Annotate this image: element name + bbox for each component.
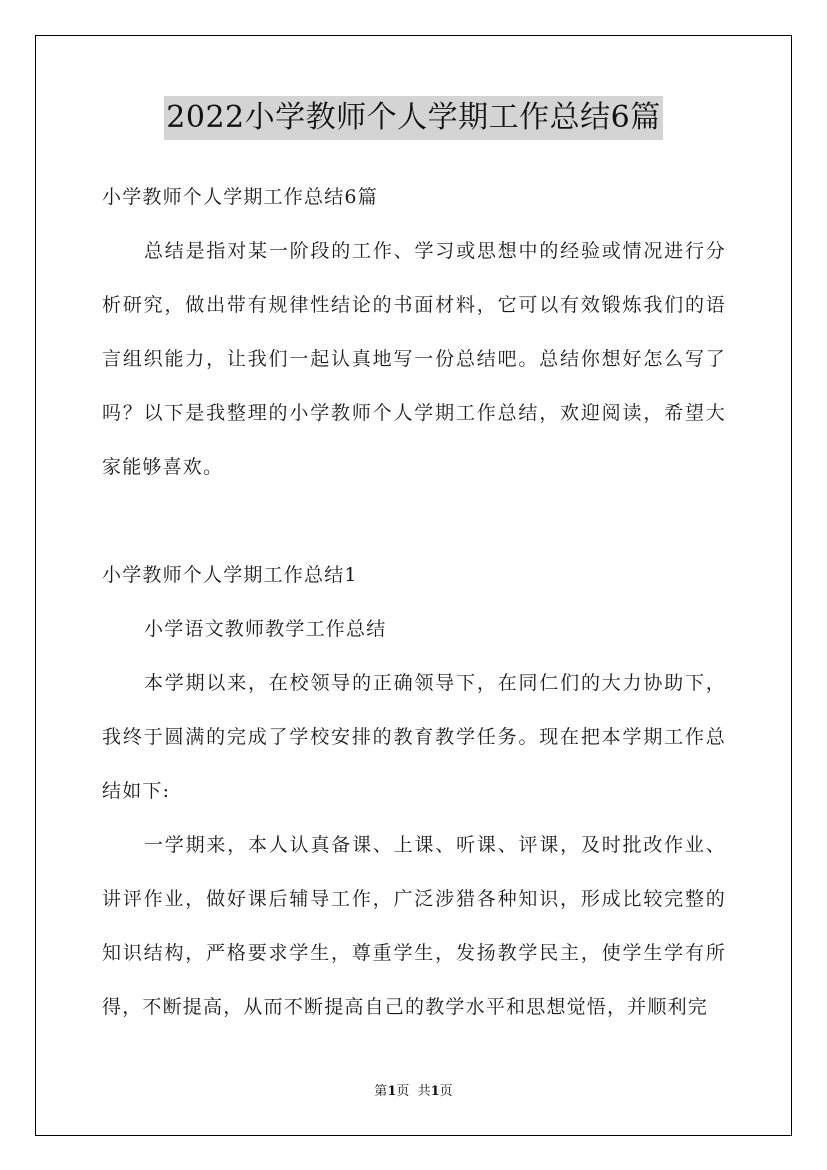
blank-line [102,494,726,548]
footer-prefix: 第 [374,1084,388,1099]
section1-heading: 小学教师个人学期工作总结1 [102,564,358,586]
section1-paragraph-1: 本学期以来，在校领导的正确领导下，在同仁们的大力协助下，我终于圆满的完成了学校安排的教育教学任务。现在把本学期工作总结如下: [102,672,726,802]
footer-page-number: 1 [387,1084,397,1099]
footer-mid: 页 共 [396,1084,431,1099]
section1-subheading: 小学语文教师教学工作总结 [144,618,387,640]
footer-total-pages: 1 [430,1084,440,1099]
page-footer [0,1083,827,1101]
title-container [0,96,827,140]
document-subtitle: 小学教师个人学期工作总结6篇 [102,186,378,208]
footer-suffix: 页 [439,1084,453,1099]
section1-paragraph-2: 一学期来，本人认真备课、上课、听课、评课，及时批改作业、讲评作业，做好课后辅导工作，广泛涉猎各种知识，形成比较完整的知识结构，严格要求学生，尊重学生，发扬教学民主，使学生学有所得，不断提高，从而不断提高自己的教学水平和思想觉悟，并顺利完 [102,834,726,1018]
intro-paragraph: 总结是指对某一阶段的工作、学习或思想中的经验或情况进行分析研究，做出带有规律性结论的书面材料，它可以有效锻炼我们的语言组织能力，让我们一起认真地写一份总结吧。总结你想好怎么写了吗？以下是我整理的小学教师个人学期工作总结，欢迎阅读，希望大家能够喜欢。 [102,240,726,478]
document-title: 2022小学教师个人学期工作总结6篇 [164,96,662,140]
document-body [102,170,726,1034]
